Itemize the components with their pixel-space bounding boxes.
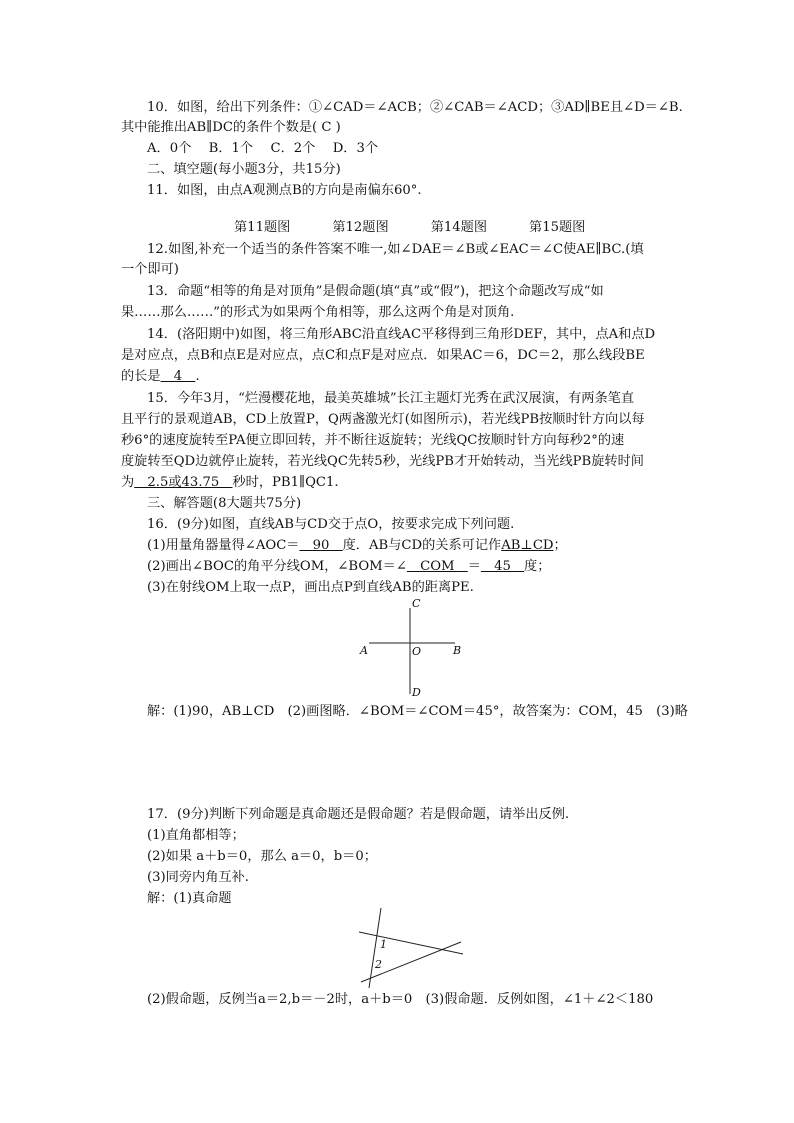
- q16-part2-suffix: 度；: [524, 559, 551, 574]
- angle-label-1: 1: [380, 938, 387, 951]
- q17-item3: (3)同旁内角互补.: [147, 870, 249, 885]
- q14-line3: [121, 367, 200, 387]
- q16-part1-prefix: (1)用量角器量得∠AOC＝: [147, 538, 300, 553]
- point-label-o: O: [412, 645, 422, 658]
- q15-line5-suffix: 秒时，PB1∥QC1.: [232, 475, 339, 490]
- q15-line3: 秒6°的速度旋转至PA便立即回转，并不断往返旋转；光线QC按顺时针方向每秒2°的速: [121, 433, 625, 448]
- q15-line5-prefix: 为: [121, 475, 135, 490]
- caption-fig11: 第11题图: [234, 220, 291, 235]
- q17-answer2: (2)假命题，反例当a＝2,b＝－2时，a＋b＝0 (3)假命题．反例如图，∠1＋∠2＜180: [147, 992, 654, 1007]
- q16-part2-prefix: (2)画出∠BOC的角平分线OM，∠BOM＝∠: [147, 559, 407, 574]
- point-label-c: C: [412, 597, 421, 610]
- q14-line3-prefix: 的长是: [121, 369, 161, 384]
- caption-fig14: 第14题图: [430, 220, 488, 235]
- q17-answer1: 解：(1)真命题: [147, 891, 232, 906]
- q12-line1: 12.如图,补充一个适当的条件答案不唯一,如∠DAE＝∠B或∠EAC＝∠C使AE∥BC.(填: [147, 242, 644, 257]
- section-heading-fill-in: 二、填空题(每小题3分，共15分): [147, 162, 341, 177]
- q17-item1: (1)直角都相等；: [147, 828, 245, 843]
- q10-line2: 其中能推出AB∥DC的条件个数是( C ): [121, 120, 341, 135]
- q16-answer-relation: AB⊥CD: [501, 538, 554, 553]
- q15-line4: 度旋转至QD边就停止旋转，若光线QC先转5秒，光线PB才开始转动，当光线PB旋转时间: [121, 454, 644, 469]
- q17-line1: 17．(9分)判断下列命题是真命题还是假命题？若是假命题，请举出反例.: [147, 807, 570, 822]
- q14-line2: 是对应点，点B和点E是对应点，点C和点F是对应点．如果AC＝6，DC＝2，那么线段BE: [121, 348, 645, 363]
- q13-line1: 13．命题“相等的角是对顶角”是假命题(填“真”或“假”)，把这个命题改写成“如: [147, 284, 604, 299]
- q16-line4: (3)在射线OM上取一点P，画出点P到直线AB的距离PE.: [147, 580, 474, 595]
- q12-line2: 一个即可): [121, 262, 179, 277]
- q16-figure-intersecting-lines: [355, 596, 470, 702]
- q16-line2: [147, 536, 567, 556]
- section-heading-solutions: 三、解答题(8大题共75分): [147, 496, 302, 511]
- q16-part1-middle: 度．AB与CD的关系可记作: [342, 538, 502, 553]
- q16-part1-suffix: ；: [553, 538, 567, 553]
- angle-label-2: 2: [375, 958, 382, 971]
- q17-item2: (2)如果 a＋b＝0，那么 a＝0，b＝0；: [147, 849, 377, 864]
- caption-fig12: 第12题图: [332, 220, 389, 235]
- q13-line2: 果……那么……”的形式为如果两个角相等，那么这两个角是对顶角.: [121, 305, 515, 320]
- q14-line3-suffix: .: [195, 369, 200, 384]
- q14-answer: 4: [160, 369, 196, 384]
- q11-text: 11．如图，由点A观测点B的方向是南偏东60°.: [147, 183, 422, 198]
- q14-line1: 14．(洛阳期中)如图，将三角形ABC沿直线AC平移得到三角形DEF，其中，点A和点D: [147, 327, 656, 342]
- q16-answer-angle: 90: [299, 538, 343, 553]
- q16-line1: 16．(9分)如图，直线AB与CD交于点O，按要求完成下列问题.: [147, 517, 515, 532]
- q17-figure-transversal: [355, 906, 470, 991]
- figure-captions: [234, 218, 627, 238]
- q16-line3: [147, 557, 550, 577]
- q16-answer-com: COM: [406, 559, 468, 574]
- point-label-d: D: [412, 686, 421, 699]
- q15-line2: 且平行的景观道AB，CD上放置P，Q两盏激光灯(如图所示)，若光线PB按顺时针方向以每: [121, 412, 645, 427]
- q10-line1: 10．如图，给出下列条件：①∠CAD＝∠ACB；②∠CAB＝∠ACD；③AD∥BE且∠D＝∠B.: [147, 100, 683, 115]
- q16-answer-45: 45: [480, 559, 525, 574]
- q15-answer: 2.5或43.75: [134, 475, 233, 490]
- q15-line5: [121, 473, 339, 493]
- point-label-a: A: [360, 644, 368, 657]
- q15-line1: 15．今年3月，“烂漫樱花地，最美英雄城”长江主题灯光秀在武汉展演，有两条笔直: [147, 391, 635, 406]
- q16-part2-middle: ＝: [467, 559, 481, 574]
- q10-options: A．0个 B．1个 C．2个 D．3个: [147, 141, 379, 156]
- point-label-b: B: [453, 644, 462, 657]
- q16-answer-line: 解：(1)90，AB⊥CD (2)画图略．∠BOM＝∠COM＝45°，故答案为：COM，45 (3)略: [147, 704, 688, 719]
- caption-fig15: 第15题图: [529, 220, 586, 235]
